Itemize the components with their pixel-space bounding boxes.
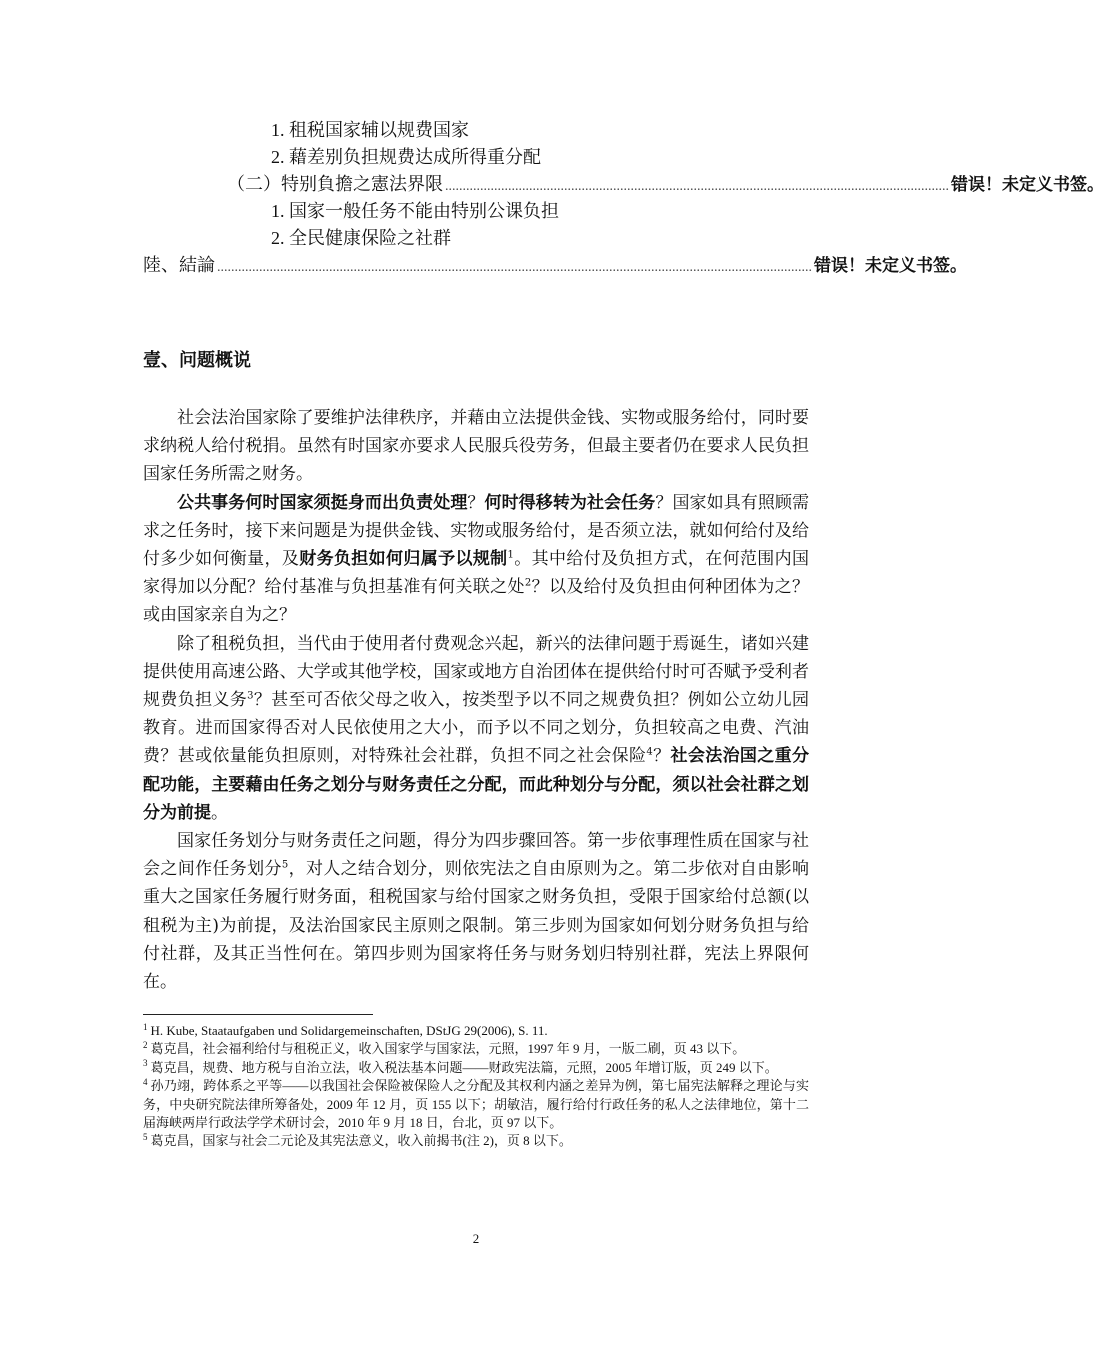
toc-entry [143, 225, 807, 252]
toc-leader-dots: .......................................................................................................................................................................... [217, 260, 812, 275]
footnote-reference[interactable]: 2 [524, 577, 532, 589]
bold-text: 财务负担如何归属予以规制 [299, 549, 508, 570]
paragraph [143, 827, 809, 996]
paragraph [143, 404, 809, 489]
footnote-number: 2 [143, 1040, 148, 1051]
paragraph [143, 630, 809, 827]
toc-entry-text: 陸、結論 [143, 255, 215, 275]
page-number: 2 [472, 1231, 480, 1246]
toc-leader-dots: ................................................................................................................................................ [445, 179, 949, 194]
toc-entry-text: （二）特别負擔之憲法界限 [227, 174, 443, 194]
footnote-number: 5 [143, 1132, 148, 1143]
footnote-text: 葛克昌，社会福利给付与租税正义，收入国家学与国家法，元照，1997 年 9 月，一版二刷，页 43 以下。 [150, 1041, 746, 1057]
paragraph-text: 除了租税负担，当代由于使用者付费观念兴起，新兴的法律问题于焉诞生，诸如兴建提供使用高速公路、大学或其他学校，国家或地方自治团体在提供给付时可否赋予受利者规费负担义务 [143, 633, 809, 711]
footnote-number: 1 [143, 1021, 148, 1032]
paragraph-text: 国家任务划分与财务责任之问题，得分为四步骤回答。第一步依事理性质在国家与社会之间作任务划分 [143, 831, 809, 880]
footnote-text: 葛克昌，规费、地方税与自治立法，收入税法基本问题——财政宪法篇，元照，2005 年增订版，页 249 以下。 [150, 1059, 778, 1075]
footnote [143, 1077, 809, 1132]
toc-entry [143, 171, 1104, 198]
footnote-separator [143, 1014, 373, 1015]
toc-entry [143, 252, 967, 279]
footnote-number: 3 [143, 1058, 148, 1069]
paragraph-text: ？甚至可否依父母之收入，按类型予以不同之规费负担？例如公立幼儿园教育。进而国家得否对人民依使用之大小，而予以不同之划分，负担较高之电费、汽油费？甚或依量能负担原则，对特殊社会社群，负担不同之社会保险 [143, 690, 810, 767]
footnote-text: 孙乃翊，跨体系之平等——以我国社会保险被保险人之分配及其权利内涵之差异为例，第七届宪法解释之理论与实务，中央研究院法律所筹备处，2009 年 12 月，页 155 以下；胡敏洁，履行给付行政任务的私人之法律地位，第十二届海峡两岸行政法学学术研讨会，2010 年 9 月 18 日，台北，页 97 以下。 [143, 1078, 809, 1131]
toc-error-text: 错误！未定义书签。 [951, 175, 1104, 195]
toc-entry-text: 1. 国家一般任务不能由特别公课负担 [271, 201, 559, 221]
paragraph-text: ，对人之结合划分，则依宪法之自由原则为之。第二步依对自由影响重大之国家任务履行财务面，租税国家与给付国家之财务负担，受限于国家给付总额(以租税为主)为前提，及法治国家民主原则之限制。第三步则为国家如何划分财务负担与给付社群，及其正当性何在。第四步则为国家将任务与财务划归特别社群，宪法上界限何在。 [143, 859, 810, 993]
toc-entry-text: 2. 全民健康保险之社群 [271, 228, 451, 248]
footnote [143, 1059, 809, 1077]
footnote [143, 1022, 809, 1040]
paragraph-text: ？以及给付及负担由何种团体为之？或由国家亲自为之？ [143, 577, 810, 626]
paragraph-text: 。 [211, 802, 228, 823]
bold-text: 何时得移转为社会任务 [484, 492, 656, 513]
body-text [143, 404, 809, 996]
footnote-reference[interactable]: 4 [646, 746, 653, 758]
bold-text: 社会法治国之重分配功能，主要藉由任务之划分与财务责任之分配，而此种划分与分配，须以社会社群之划分为前提 [143, 746, 810, 823]
paragraph-text: 。其中给付及负担方式，在何范围内国家得加以分配？给付基准与负担基准有何关联之处 [143, 549, 810, 598]
footnote [143, 1040, 809, 1058]
paragraph [143, 489, 809, 630]
section-heading: 壹、问题概说 [143, 350, 251, 371]
footnote-text: 葛克昌，国家与社会二元论及其宪法意义，收入前揭书(注 2)，页 8 以下。 [150, 1133, 572, 1149]
footnotes [143, 1022, 809, 1151]
toc-entry-text: 1. 租税国家辅以规费国家 [271, 120, 469, 140]
toc-error-text: 错误！未定义书签。 [814, 256, 967, 276]
toc-entry [143, 144, 807, 171]
footnote-number: 4 [143, 1076, 148, 1087]
footnote-reference[interactable]: 3 [247, 690, 254, 702]
footnote-text: H. Kube, Staataufgaben und Solidargemeinschaften, DStJG 29(2006), S. 11. [150, 1023, 548, 1038]
paragraph-text: ？ [467, 492, 485, 513]
footnote-reference[interactable]: 5 [281, 859, 289, 871]
paragraph-text: ？国家如具有照顾需求之任务时，接下来问题是为提供金钱、实物或服务给付，是否须立法，就如何给付及给付多少如何衡量，及 [143, 492, 810, 570]
paragraph-text: 社会法治国家除了要维护法律秩序，并藉由立法提供金钱、实物或服务给付，同时要求纳税人给付税捐。虽然有时国家亦要求人民服兵役劳务，但最主要者仍在要求人民负担国家任务所需之财务。 [143, 408, 809, 485]
footnote-reference[interactable]: 1 [507, 549, 514, 561]
table-of-contents [143, 117, 1104, 279]
toc-entry [143, 117, 807, 144]
footnote [143, 1132, 809, 1150]
paragraph-text: ？ [652, 746, 671, 767]
bold-text: 公共事务何时国家须挺身而出负责处理 [177, 492, 468, 513]
toc-entry-text: 2. 藉差别负担规费达成所得重分配 [271, 147, 541, 167]
toc-entry [143, 198, 807, 225]
